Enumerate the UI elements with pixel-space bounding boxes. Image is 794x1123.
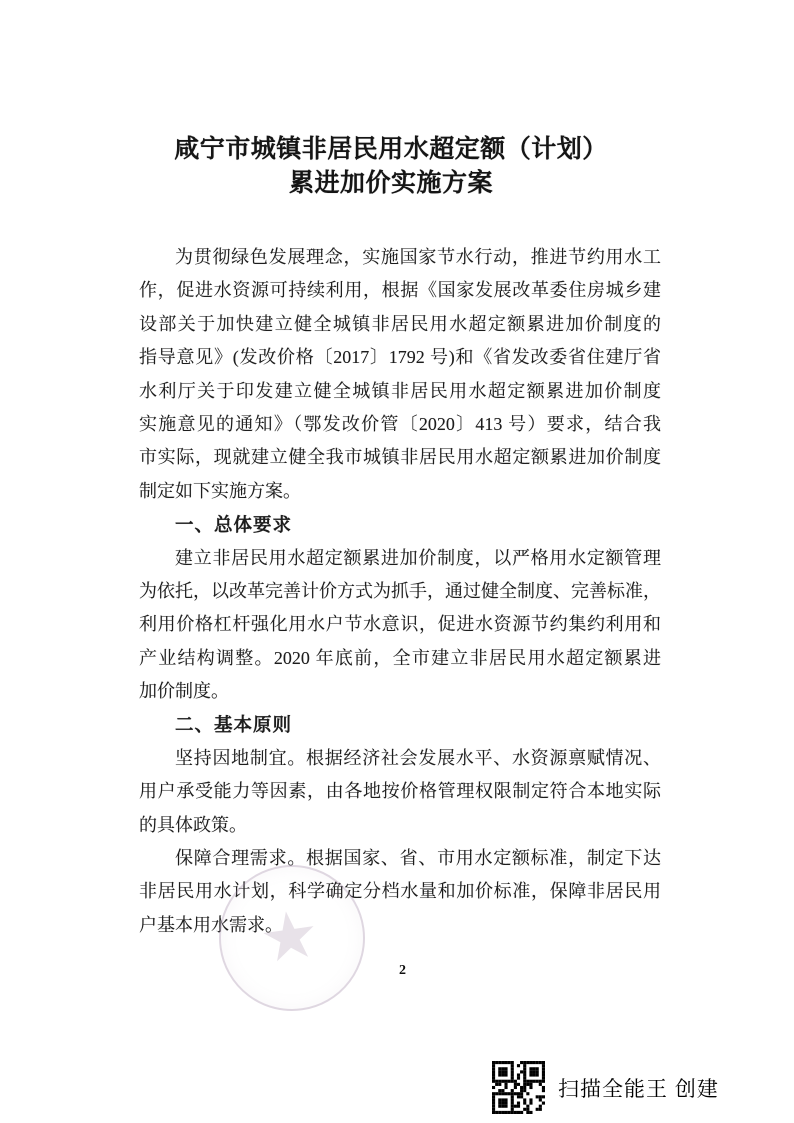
text-line: 产业结构调整。2020 年底前，全市建立非居民用水超定额累进: [139, 647, 661, 668]
text-line: 户基本用水需求。: [139, 914, 283, 935]
section-heading: 一、总体要求: [175, 514, 293, 536]
text-line: 坚持因地制宜。根据经济社会发展水平、水资源禀赋情况、: [175, 747, 661, 768]
document-title-line-2: 累进加价实施方案: [288, 169, 493, 197]
document-body: [139, 241, 661, 942]
text-line: 制定如下实施方案。: [139, 480, 301, 501]
section-heading: 二、基本原则: [175, 714, 293, 736]
text-line: 市实际，现就建立健全我市城镇非居民用水超定额累进加价制度: [139, 447, 661, 468]
text-line: 非居民用水计划，科学确定分档水量和加价标准，保障非居民用: [139, 881, 661, 902]
text-line: 水利厅关于印发建立健全城镇非居民用水超定额累进加价制度: [139, 380, 661, 401]
text-line: 用户承受能力等因素，由各地按价格管理权限制定符合本地实际: [139, 781, 661, 802]
text-line: 实施意见的通知》（鄂发改价管〔2020〕413 号）要求，结合我: [139, 413, 661, 434]
document-title: [0, 132, 782, 200]
scanner-credit-footer: [492, 1061, 719, 1114]
text-line: 利用价格杠杆强化用水户节水意识，促进水资源节约集约利用和: [139, 614, 661, 635]
text-line: 保障合理需求。根据国家、省、市用水定额标准，制定下达: [175, 848, 661, 869]
text-line: 的具体政策。: [139, 814, 247, 835]
document-title-line-1: 咸宁市城镇非居民用水超定额（计划）: [174, 135, 608, 163]
page-number: 2: [399, 963, 406, 978]
seal-star-icon: ★: [254, 894, 325, 979]
qr-code-icon: [492, 1061, 545, 1114]
text-line: 建立非居民用水超定额累进加价制度，以严格用水定额管理: [175, 547, 661, 568]
scanner-credit-label: 扫描全能王 创建: [558, 1077, 719, 1101]
text-line: 为依托，以改革完善计价方式为抓手，通过健全制度、完善标准，: [139, 580, 661, 601]
text-line: 指导意见》(发改价格〔2017〕1792 号)和《省发改委省住建厅省: [139, 347, 661, 368]
text-line: 设部关于加快建立健全城镇非居民用水超定额累进加价制度的: [139, 313, 661, 334]
text-line: 作，促进水资源可持续利用，根据《国家发展改革委住房城乡建: [139, 280, 661, 301]
text-line: 加价制度。: [139, 681, 229, 702]
text-line: 为贯彻绿色发展理念，实施国家节水行动，推进节约用水工: [175, 247, 661, 267]
